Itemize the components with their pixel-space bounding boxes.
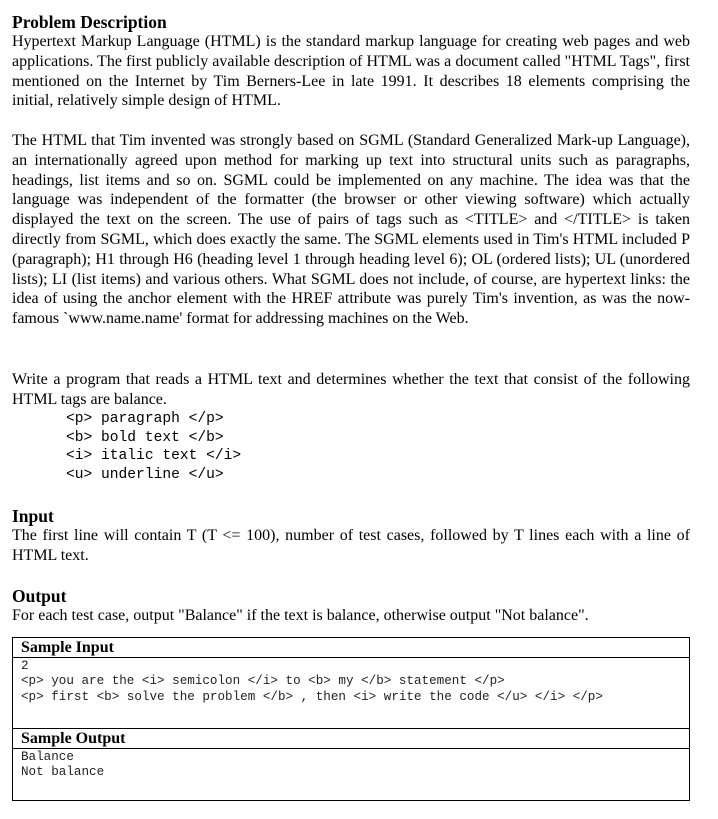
sample-input-line: <p> first <b> solve the problem </b> , then <i> write the code </u> </i> </p> [21, 689, 603, 704]
tag-example: <b> bold text </b> [66, 429, 224, 446]
output-heading: Output [12, 586, 67, 606]
tag-list [66, 410, 466, 484]
problem-heading: Problem Description [12, 12, 167, 32]
problem-paragraph-2: The HTML that Tim invented was strongly based on SGML (Standard Generalized Mark-up Language), an internationally agreed upon method for marking up text into structural units such as paragraphs, headings, list items and so on. SGML could be implemented on any machine. The idea was that the language was independent of the formatter (the browser or other viewing software) which actually displayed the text on the screen. The use of pairs of tags such as <TITLE> and </TITLE> is taken directly from SGML, which does exactly the same. The SGML elements used in Tim's HTML included P (paragraph); H1 through H6 (heading level 1 through heading level 6); OL (ordered lists); UL (unordered lists); LI (list items) and various others. What SGML does not include, of course, are hypertext links: the idea of using the anchor element with the HREF attribute was purely Tim's invention, as was the now-famous `www.name.name' format for addressing machines on the Web. [12, 132, 690, 328]
sample-input-title: Sample Input [13, 638, 689, 658]
problem-paragraph-3: Write a program that reads a HTML text and determines whether the text that consist of the following HTML tags are balance. [12, 371, 690, 408]
sample-input-box [12, 637, 690, 729]
input-description: The first line will contain T (T <= 100), number of test cases, followed by T lines each with a line of HTML text. [12, 527, 690, 564]
sample-output-title: Sample Output [13, 729, 689, 749]
sample-input-line: <p> you are the <i> semicolon </i> to <b> my </b> statement </p> [21, 674, 505, 689]
tag-example: <u> underline </u> [66, 466, 224, 483]
sample-input-content [13, 658, 689, 705]
sample-output-line: Not balance [21, 765, 105, 780]
tag-example: <p> paragraph </p> [66, 411, 224, 427]
input-heading: Input [12, 506, 54, 526]
sample-output-content [13, 749, 689, 781]
tag-example: <i> italic text </i> [66, 448, 242, 464]
problem-paragraph-1: Hypertext Markup Language (HTML) is the standard markup language for creating web pages and web applications. The first publicly available description of HTML was a document called "HTML Tags", first mentioned on the Internet by Tim Berners-Lee in late 1991. It describes 18 elements comprising the initial, relatively simple design of HTML. [12, 33, 690, 110]
sample-input-line: 2 [21, 659, 29, 673]
sample-output-line: Balance [21, 750, 74, 764]
sample-output-box [12, 728, 690, 801]
output-description: For each test case, output "Balance" if the text is balance, otherwise output "Not balance". [12, 607, 589, 624]
